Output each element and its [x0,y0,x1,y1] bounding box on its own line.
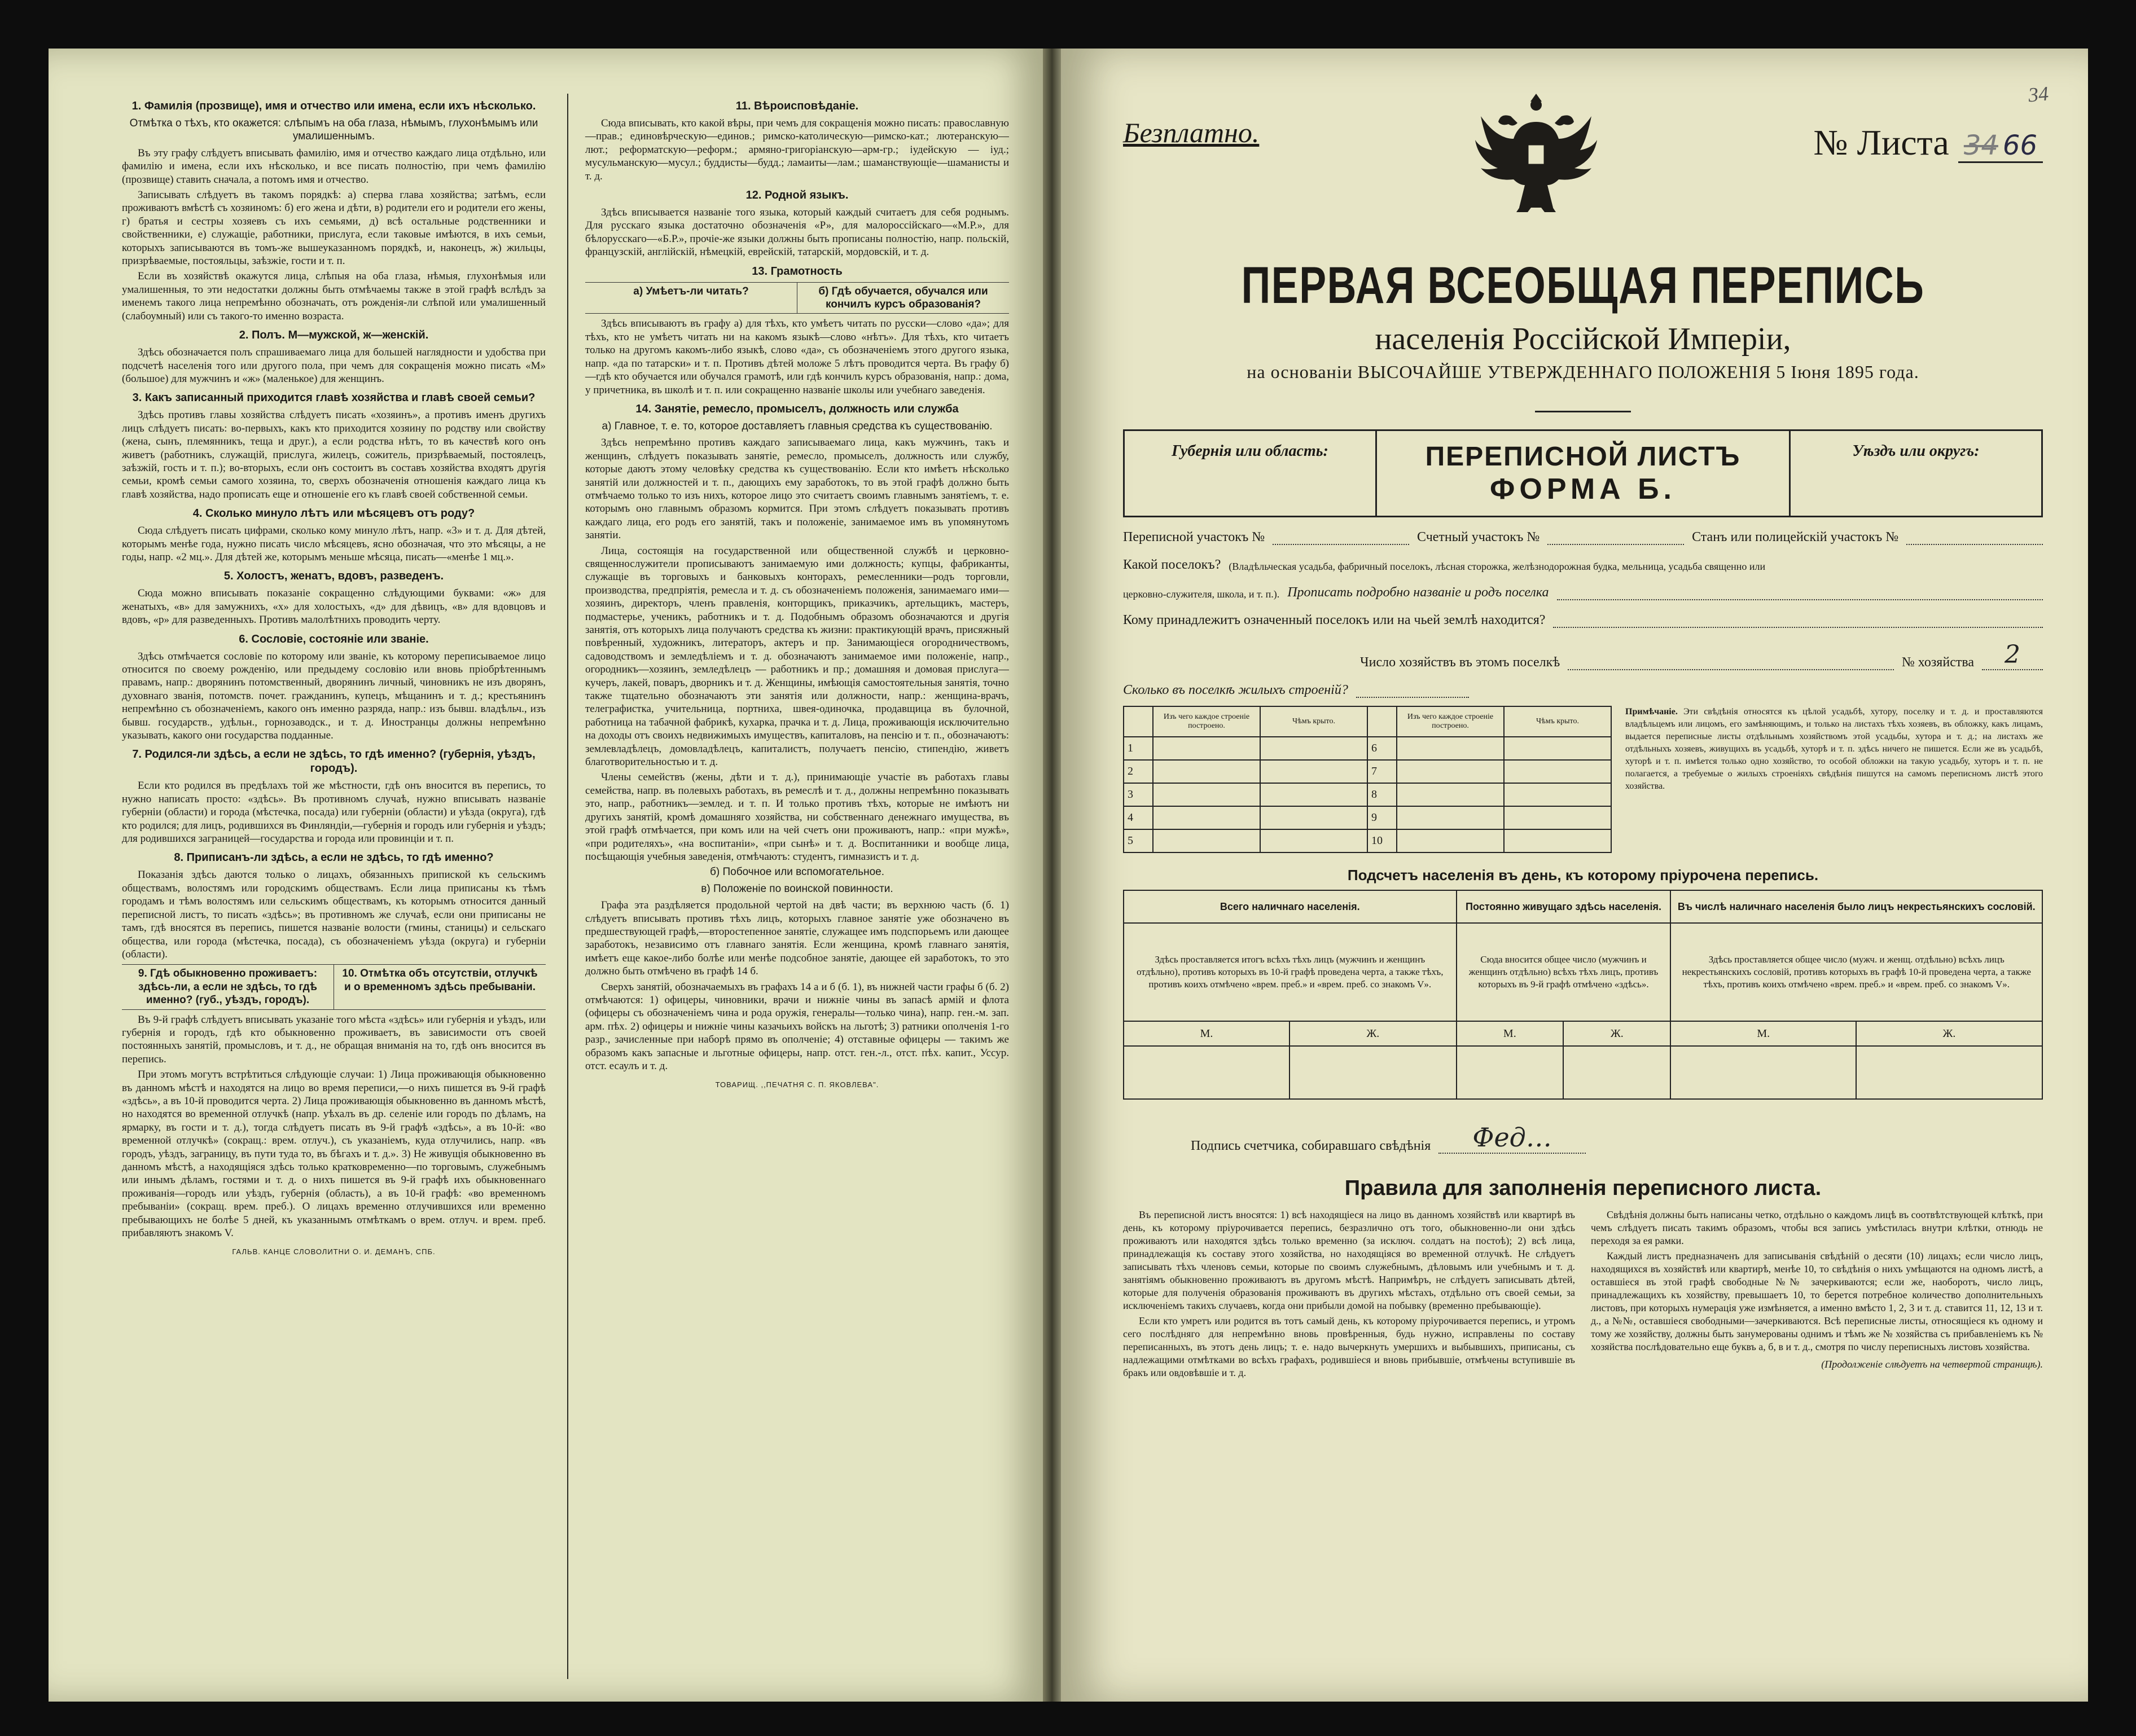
count-section-field[interactable] [1547,543,1684,545]
sheet-number-value [1958,130,2043,163]
count-section-label: Счетный участокъ № [1417,530,1540,544]
section-9-paragraph: При этомъ могутъ встрѣтиться слѣдующіе случаи: 1) Лица проживающія обыкновенно въ данномъ мѣстѣ и находятся на лицо во время переписи,—о нихъ пишется въ 9-й графѣ «здѣсь», а въ 10-й проводится черта. 2) Лица проживающія обыкновенно въ данномъ мѣстѣ, но находятся во временной отлучкѣ (напр. уѣхалъ въ др. селеніе или городъ по дѣламъ, на ярмарку, въ гости и т. д.), тогда слѣдуетъ писать въ 9-й графѣ «здѣсь», а въ 10-й: «во временной отлучкѣ» (сокращ.: врем. отлуч.), съ указаніемъ, куда отлучились, напр. «въ городъ, уѣздъ, заграницу, въ пути туда то, въ бѣгахъ и т. д.». 3) Не живущія обыкновенно въ данномъ мѣстѣ, а находящіяся здѣсь только кратковременно—по торговымъ, служебнымъ или инымъ дѣламъ, гостями и т. д. о нихъ пишется въ 9-й графѣ ихъ обыкновеннаго проживанія—городъ или уѣздъ, губернія (область), а въ 10-й графѣ: «во временномъ пребываніи» (сокращ. врем. преб.). О лицахъ временно отлучившихся или временно пребывающихъ не болѣе 5 дней, къ указаннымъ отмѣткамъ о врем. отлуч. и врем. преб. прибавляютъ знакомъ V. [122,1069,546,1240]
material-cell[interactable] [1153,760,1260,783]
rules-paragraph: Каждый листъ предназначенъ для записыванія свѣдѣній о десяти (10) лицахъ; если число лицъ, находящихся въ хозяйствѣ или квартирѣ, менѣе 10, то свѣдѣнія о нихъ умѣщаются на одномъ листѣ, а оставшіеся въ этой графѣ свободные №№ зачеркиваются; если же, наоборотъ, число лицъ, принадлежащихъ къ хозяйству, превышаетъ 10, то берется потребное количество дополнительныхъ листовъ, при которыхъ нумерація уже измѣняется, а именно вмѣсто 1, 2, 3 и т. д. ставится 11, 12, 13 и т. д., а №№, оставшіеся свободными—зачеркиваются. Всѣ переписные листы, относящіеся къ одному и тому же хозяйству, должны быть занумерованы однимъ и тѣмъ же № хозяйства съ прибавленіемъ къ № хозяйства послѣдовательно еще буквъ а, б, в и т. д., смотря по числу переписныхъ листовъ хозяйства. [1591,1250,2043,1352]
section-8-paragraph: Показанія здѣсь даются только о лицахъ, обязанныхъ припиской къ сельскимъ обществамъ, волостямъ или городскимъ обществамъ. Если лица приписаны къ тѣмъ городамъ и тѣмъ волостямъ или сельскимъ обществамъ, къ которымъ относится данный переписной листъ, то писать «здѣсь»; въ противномъ же случаѣ, если они приписаны не тамъ, гдѣ вносятся въ перепись, пишется названіе волости (гмины, станицы) и сельскаго общества, или города (мѣстечка, посада), съ обозначеніемъ уѣзда (округа) и губерніи (области). [122,869,546,960]
roof-cell[interactable] [1260,760,1367,783]
census-main-title: ПЕРВАЯ ВСЕОБЩАЯ ПЕРЕПИСЬ [1241,257,1925,314]
census-section-label: Переписной участокъ № [1123,530,1265,544]
section-1-paragraph: Въ эту графу слѣдуетъ вписывать фамилію, имя и отчество каждаго лица отдѣльно, или фамилію и имена, если ихъ нѣсколько, и все писать полностію, при чемъ фамилію (прозвище) ставить сначала, а потомъ имя и отчество. [122,147,546,186]
left-column-1 [122,94,546,1679]
male-header: М. [1124,1021,1290,1046]
roof-cell[interactable] [1504,829,1611,852]
land-owner-question: Кому принадлежитъ означенный поселокъ или на чьей землѣ находится? [1123,613,1546,627]
rules-paragraph: Свѣдѣнія должны быть написаны четко, отдѣльно о каждомъ лицѣ въ соотвѣтствующей клѣткѣ, при чемъ слѣдуетъ писать такимъ образомъ, чтобы вся запись умѣстилась внутри клѣтки, отнюдь не переходя за ея рамки. [1591,1209,2043,1246]
form-letter: ФОРМА Б. [1490,472,1676,506]
section-13-a: а) Умѣетъ-ли читать? [633,285,749,297]
male-count-cell[interactable] [1670,1046,1856,1099]
section-13-header [585,282,1009,314]
households-field[interactable] [1568,669,1894,670]
rules-paragraph: Если кто умретъ или родится въ тотъ самый день, къ которому пріурочивается перепись, и утромъ сего послѣдняго для непремѣнно вновь провѣренныя, будь нужно, исправлены по составу переписанныхъ, въ этотъ день лицъ; т. е. надо вычеркнуть умершихъ и выбывшихъ, приписаны, съ надлежащими отмѣтками во всѣхъ графахъ, родившіеся и вновь прибывшіе, отмѣчены вступившіе въ бракъ или овдовѣвшіе и т. д. [1123,1315,1575,1378]
section-12-paragraph: Здѣсь вписывается названіе того языка, который каждый считаетъ для себя роднымъ. Для русскаго языка достаточно обозначенія «Р», для малороссійскаго—«М.Р.», для бѣлорусскаго—«Б.Р.», прочіе-же языки должны быть прописаны полностію, напр. польскій, французскій, англійскій, нѣмецкій, еврейскій, татарскій, мордовскій, и т. д. [585,206,1009,258]
double-headed-eagle-icon [1471,82,1601,218]
section-7-title: 7. Родился-ли здѣсь, а если не здѣсь, то гдѣ именно? (губернія, уѣздъ, городъ). [132,748,536,775]
female-count-cell[interactable] [1290,1046,1456,1099]
section-8-title: 8. Приписанъ-ли здѣсь, а если не здѣсь, то гдѣ именно? [174,851,494,864]
buildings-line [1123,683,2043,698]
settlement-hint: (Владѣльческая усадьба, фабричный поселокъ, лѣсная сторожка, желѣзнодорожная будка, мельница, усадьба священно или [1229,561,1766,572]
section-14-paragraph: Члены семействъ (жены, дѣти и т. д.), принимающіе участіе въ работахъ главы семейства, напр. въ полевыхъ работахъ, въ ремеслѣ и т. д., должны непремѣнно показывать это, напр., работникъ—землед. и т. п. И только противъ тѣхъ, которые не имѣютъ ни другихъ занятій, кромѣ домашняго хозяйства, ни собственнаго денежнаго имущества, въ этой графѣ отмѣчается, при комъ или на чей счетъ они проживаютъ, напр.: «при мужѣ», «при родителяхъ», «на воспитаніи», «при сынѣ» и т. д. Воспитанники и вообще лица, посѣщающія учебныя заведенія, отмѣчаютъ: студентъ, гимназистъ и т. д. [585,771,1009,863]
section-5-title: 5. Холостъ, женатъ, вдовъ, разведенъ. [223,570,444,583]
table-row [1124,737,1611,760]
table-row [1124,760,1611,783]
table-row [1124,829,1611,852]
section-9-title: 9. Гдѣ обыкновенно проживаетъ: здѣсь-ли, а если не здѣсь, то гдѣ именно? (губ., уѣздъ, городъ). [138,968,318,1007]
section-11-title: 11. Вѣроисповѣданіе. [735,100,859,112]
left-page [49,49,1043,1702]
settlement-question: Какой поселокъ? [1123,557,1221,572]
settlement-name-field[interactable] [1557,599,2043,600]
table-row [1124,806,1611,829]
male-header: М. [1457,1021,1564,1046]
section-14-paragraph: Здѣсь непремѣнно противъ каждаго записываемаго лица, какъ мужчинъ, такъ и женщинъ, слѣдуетъ показывать занятіе, ремесло, промыселъ, должность или службу, которые даютъ этому человѣку средства къ существованію. Если кто имѣетъ нѣсколько занятій или должностей и т. п., дающихъ ему заработокъ, то въ этой графѣ должно быть отмѣчаемо только то изъ нихъ, которое лицо это считаетъ своимъ главнымъ занятіемъ, т. е. которымъ оно главнымъ образомъ кормится. При этомъ слѣдуетъ показывать противъ каждаго лица, его родъ его занятій, такъ и положеніе, занимаемое имъ въ упомянутомъ занятіи. [585,437,1009,542]
households-label: Число хозяйствъ въ этомъ поселкѣ [1360,655,1560,670]
female-count-cell[interactable] [1563,1046,1670,1099]
section-6-paragraph: Здѣсь отмѣчается сословіе по которому или званіе, къ которому переписываемое лицо относится по своему рожденію, или предыдему сословію или вновь пріобрѣтеннымъ правамъ, напр.: дворянинъ потомственный, дворянинъ личный, чиновникъ не изъ дворянъ, духовнаго званія, потомств. почет. гражданинъ, купецъ, мѣщанинъ и т. д.; крестьянинъ непремѣнно съ обозначеніемъ, какого онъ именно разряда, напр.: изъ бывш. владѣльч., изъ бывш. государств., удѣльн., горнозаводск., и т. д. Иностранцы должны непремѣнно указывать, какого они государства подданные. [122,650,546,742]
material-cell[interactable] [1397,829,1504,852]
census-subtitle: населенія Россійской Имперіи, [1375,322,1791,357]
permanent-population-instructions: Сюда вносится общее число (мужчинъ и женщинъ отдѣльно) всѣхъ тѣхъ лицъ, противъ которыхъ въ 9-й графѣ отмѣчено «здѣсь». [1457,923,1671,1021]
households-line [1360,640,2043,670]
rules-paragraph: Въ переписной листъ вносятся: 1) всѣ находящіеся на лицо въ данномъ хозяйствѣ или квартирѣ въ день, къ которому пріурочивается перепись, безразлично отъ того, обыкновенно-ли они здѣсь проживаютъ или находятся здѣсь только временно (за исключ. солдатъ на постоѣ); 2) всѣ лица, принадлежащія къ составу этого хозяйства, но находящіяся во временной отлучкѣ. Не слѣдуетъ записывать тѣхъ членовъ семьи, которые по своимъ служебнымъ, дѣловымъ или учебнымъ и т. д. занятіямъ обыкновенно проживаютъ въ другомъ мѣстѣ. Напримѣръ, не слѣдуетъ записывать дѣтей, которые для полученія образованія проживаютъ въ другихъ мѣстахъ, отдѣльно отъ своей семьи, за исключеніемъ такихъ случаевъ, когда они прибыли домой на побывку (временно пребывающіе). [1123,1209,1575,1311]
sheet-number-label: № Листа [1813,122,1949,162]
right-page [1061,49,2088,1702]
sheet-number-old: 34 [1963,130,1998,161]
district-field[interactable] [1791,431,2041,516]
police-section-label: Станъ или полицейскій участокъ № [1692,530,1899,544]
buildings-roof-header: Чѣмъ крыто. [1504,706,1611,737]
signature-label: Подпись счетчика, собиравшаго свѣдѣнія [1191,1139,1431,1153]
male-count-cell[interactable] [1457,1046,1564,1099]
free-of-charge-label: Безплатно. [1123,117,1260,148]
section-5-paragraph: Сюда можно вписывать показаніе сокращенно слѣдующими буквами: «ж» для женатыхъ, «в» для замужнихъ, «х» для холостыхъ, «д» для дѣвицъ, «в» для вдовцовъ и вдовъ, «р» для разведенныхъ. Противъ малолѣтнихъ проводить черту. [122,587,546,626]
present-population-instructions: Здѣсь проставляется итогъ всѣхъ тѣхъ лицъ (мужчинъ и женщинъ отдѣльно), противъ которыхъ въ 10-й графѣ проведена черта, а также тѣхъ, противъ коихъ отмѣчено «врем. преб.» и «врем. преб. со знакомъ V». [1124,923,1457,1021]
section-2-title: 2. Полъ. М—мужской, ж—женскій. [239,329,429,342]
row-number: 5 [1124,829,1153,852]
non-peasant-instructions: Здѣсь проставляется общее число (мужч. и женщ. отдѣльно) всѣхъ лицъ некрестьянскихъ сословій, противъ которыхъ въ графѣ 10-й проведена черта, а также тѣхъ, противъ коихъ отмѣчено «врем. преб.» и «врем. преб. со знакомъ V». [1670,923,2042,1021]
sheet-number-new: 66 [2002,130,2037,161]
province-field[interactable] [1125,431,1375,516]
material-cell[interactable] [1153,783,1260,806]
present-population-header: Всего наличнаго населенія. [1124,890,1457,923]
left-column-2 [567,94,1009,1679]
province-label: Губернія или область: [1172,442,1328,460]
material-cell[interactable] [1397,760,1504,783]
land-owner-line [1123,613,2043,628]
district-label: Уѣздъ или округъ: [1852,442,1980,460]
roof-cell[interactable] [1260,737,1367,760]
header-row [1123,99,2043,240]
male-header: М. [1670,1021,1856,1046]
female-header: Ж. [1290,1021,1456,1046]
household-number-label: № хозяйства [1901,655,1974,670]
section-7-paragraph: Если кто родился въ предѣлахъ той же мѣстности, гдѣ онъ вносится въ перепись, то нужно написать просто: «здѣсь». Въ противномъ случаѣ, нужно вписывать названіе губерніи (области) и города (мѣстечка, посада) или губерніи (области) и уѣзда (округа), гдѣ кто родился; для лицъ, родившихся въ Финляндіи,—губернія и городъ или губернія и уѣздъ; для родившихся заграницей—государства и города или провинціи и т. п. [122,780,546,845]
section-13-paragraph: Здѣсь вписываютъ въ графу а) для тѣхъ, кто умѣетъ читать по русски—слово «да»; для тѣхъ, кто не умѣетъ читать ни на какомъ языкѣ—слово «нѣтъ». Для тѣхъ, кто читаетъ только на другомъ какомъ-либо языкѣ, слово «да», съ обозначеніемъ этого другого языка, напр. «да по татарски» и т. п. Противъ дѣтей моложе 5 лѣтъ проводится черта. Въ графу б)—гдѣ кто обучается или обучался грамотѣ, или гдѣ кончилъ курсъ образованія, напр.: дома, у причетника, въ школѣ и т. п. или сокращенно названіе школы или учебнаго заведенія. [585,318,1009,396]
female-header: Ж. [1856,1021,2042,1046]
sheet-number-field [1814,122,2043,164]
section-6-title: 6. Сословіе, состояніе или званіе. [239,632,429,645]
row-number: 8 [1367,783,1397,806]
male-count-cell[interactable] [1124,1046,1290,1099]
buildings-question: Сколько въ поселкѣ жилыхъ строеній? [1123,683,1348,697]
material-cell[interactable] [1397,737,1504,760]
census-legal-basis: на основаніи ВЫСОЧАЙШЕ УТВЕРЖДЕННАГО ПОЛОЖЕНІЯ 5 Іюня 1895 года. [1247,362,1919,382]
rules-columns [1123,1208,2043,1382]
row-number: 7 [1367,760,1397,783]
section-1-title: 1. Фамилія (прозвище), имя и отчество или имена, если ихъ нѣсколько. [131,100,536,112]
row-number: 2 [1124,760,1153,783]
buildings-num-header [1124,706,1153,737]
left-footer-printer: ТОВАРИЩ. ,,ПЕЧАТНЯ С. П. ЯКОВЛЕВА". [715,1080,879,1089]
section-12-title: 12. Родной языкъ. [745,189,849,202]
roof-cell[interactable] [1260,829,1367,852]
section-9-paragraph: Въ 9-й графѣ слѣдуетъ вписывать указаніе того мѣста «здѣсь» или губернія и уѣздъ, или губернія и городъ, гдѣ кто обыкновенно проживаетъ, въ зависимости отъ своей постоянныхъ занятій, промысловъ, и т. д., не обращая вниманія на то, гдѣ онъ вносится въ перепись. [122,1013,546,1065]
police-section-field[interactable] [1906,543,2043,545]
section-11-paragraph: Сюда вписывать, кто какой вѣры, при чемъ для сокращенія можно писать: православную—прав.; единовѣрческую—единов.; римско-католическую—римско-кат.; лютеранскую—лют.; реформатскую—реформ.; армяно-григоріанскую—арм-гр.; іудейскую — іуд.; мусульманскую—мусул.; буддисты—будд.; ламаиты—лам.; шаманствующіе—шаманисты и т. д. [585,117,1009,182]
buildings-table [1123,706,1612,853]
section-1-paragraph: Если въ хозяйствѣ окажутся лица, слѣпыя на оба глаза, нѣмыя, глухонѣмыя или умалишенныя, то эти недостатки должны быть отмѣчаемы также в этой графѣ вслѣдъ за именемъ такого лица непремѣнно обозначать, отъ рожденія-ли слѣпой или умалишенный (слабоумный) или съ такого-то именно возраста. [122,270,546,322]
population-count-table [1123,890,2043,1100]
section-13-b: б) Гдѣ обучается, обучался или кончилъ курсъ образованія? [797,283,1009,314]
buildings-material-header: Изъ чего каждое строеніе построено. [1397,706,1504,737]
section-14-paragraph: Сверхъ занятій, обозначаемыхъ въ графахъ 14 а и б (б. 1), въ нижней части графы б (б. 2) отмѣчаются: 1) офицеры, чиновники, врачи и нижніе чины въ запасѣ армій и флота (офицеры съ обозначеніемъ чина и рода оружія, генералы—только чина), напр. ген.-м. зап. арм. пѣх. 2) офицеры и нижніе чины казачьихъ войскъ на льготѣ; 3) ратники ополченія 1-го разр., зачисленные при наборѣ прямо въ ополченіе; 4) отставные офицеры — такимъ же образомъ какъ запасные и льготные офицеры, напр. отст. ген.-л., отст. пѣх. капит., Уссур. отст. есаулъ и т. д. [585,981,1009,1072]
enumerator-signature[interactable]: Фед… [1438,1122,1586,1154]
form-header-box [1123,429,2043,517]
note-label: Примѣчаніе. [1625,707,1678,717]
row-number: 6 [1367,737,1397,760]
note-text: Эти свѣдѣнія относятся къ цѣлой усадьбѣ, хутору, поселку и т. д. и проставляются владѣльцемъ или лицомъ, его замѣняющимъ, и только на листахъ тѣхъ хозяевъ, въ обложку, какъ лицамъ, выдается переписные листы отдѣльнымъ хозяйствомъ этой усадьбы, хутора и т. д.; на листахъ же отдѣльныхъ хозяевъ, живущихъ въ усадьбѣ, хуторѣ и т. п. здѣсь ничего не пишется. Если же въ усадьбѣ, хуторѣ и т. п. имѣется только одно хозяйство, то особой обложки на такую усадьбу, хуторъ и т. п. не полагается, а требуемые о жилыхъ строеніяхъ свѣдѣнія пишутся на самомъ переписномъ листѣ этого хозяйства. [1625,707,2043,791]
left-footer-imprint: ГАЛЬВ. КАНЦЕ СЛОВОЛИТНИ О. И. ДЕМАНЪ, СПБ. [232,1247,436,1256]
section-10-title: 10. Отмѣтка объ отсутствіи, отлучкѣ и о временномъ здѣсь пребываніи. [334,965,546,1009]
section-13-title: 13. Грамотность [752,265,843,278]
material-cell[interactable] [1153,806,1260,829]
corner-pencil-note: 34 [2027,82,2050,107]
non-peasant-header: Въ числѣ наличнаго населенія было лицъ некрестьянскихъ сословій. [1670,890,2042,923]
settlement-line-2 [1123,585,2043,600]
permanent-population-header: Постоянно живущаго здѣсь населенія. [1457,890,1671,923]
section-9-10-header [122,964,546,1009]
book-gutter [1043,49,1061,1702]
roof-cell[interactable] [1504,760,1611,783]
section-1-paragraph: Записывать слѣдуетъ въ такомъ порядкѣ: а) сперва глава хозяйства; затѣмъ, если проживаютъ вмѣстѣ съ хозяиномъ: б) его жена и дѣти, в) родители его и родители его жены, г) братья и сестры хозяевъ съ ихъ семьями, д) всѣ остальные родственники и свойственники, е) служащіе, работники, прислуга, если таковые имѣются, в ихъ семьи, которыхъ записываются въ томъ-же вышеуказанномъ порядкѣ, и, наконецъ, ж) жильцы, призрѣваемые, постояльцы, заѣзжіе, гости и т. п. [122,189,546,267]
census-section-field[interactable] [1273,543,1409,545]
section-14-paragraph: Лица, состоящія на государственной или общественной службѣ и церковно-священнослужители прописываютъ занимаемую ими должность; купцы, фабриканты, служащіе въ торговыхъ и банковыхъ конторахъ, ремесленники—родъ торговли, производства, предпріятія, ремесла и т. д. съ обозначеніемъ положенія, занимаемаго ими—хозяинъ, директоръ, членъ правленія, конторщикъ, приказчикъ, артельщикъ, мастеръ, подмастерье, ученикъ, работникъ и т. д. Подобнымъ образомъ обозначаются и другія занятія, отъ которыхъ лица получаютъ средства къ жизни: практикующій врачъ, присяжный повѣренный, художникъ, литераторъ, актеръ и пр. Занимающіеся огородничествомъ, садоводствомъ и земледѣліемъ и т. д. обозначаютъ занимаемое ими положеніе, напр., огородникъ—хозяинъ, земледѣлецъ — работникъ и пр.; домашняя и домовая прислуга—кучеръ, лакей, поваръ, дворникъ и т. д. Женщины, имѣющія самостоятельныя занятія, точно также тщательно обозначаютъ эти занятія или должности, напр.: женщина-врачъ, телеграфистка, учительница, портниха, швея-одиночка, продавщица въ булочной, работница на табачной фабрикѣ, кухарка, прачка и т. д. Лица, проживающія исключительно на доходы отъ своихъ недвижимыхъ имуществъ, капиталовъ, на пенсію и т. п., обозначаютъ: землевладѣлецъ, домовладѣлецъ, капиталистъ, получаетъ пенсію, стипендію, живетъ благотворительностью и т. д. [585,544,1009,768]
roof-cell[interactable] [1504,783,1611,806]
material-cell[interactable] [1153,829,1260,852]
settlement-line [1123,557,2043,573]
buildings-section [1123,706,2043,853]
row-number: 9 [1367,806,1397,829]
rules-left-column [1123,1208,1575,1382]
buildings-field[interactable] [1356,696,1469,698]
buildings-num-header [1367,706,1397,737]
table-row [1124,783,1611,806]
section-14-b: б) Побочное или вспомогательное. [710,866,884,878]
household-number-value: 2 [1982,640,2043,670]
section-2-paragraph: Здѣсь обозначается полъ спрашиваемаго лица для большей наглядности и удобства при подсчетѣ населенія того или другого пола, при чемъ для сокращенія можно писать «М» (большое) для мужчинъ и «ж» (маленькое) для женщинъ. [122,346,546,385]
roof-cell[interactable] [1504,806,1611,829]
section-14-title: 14. Занятіе, ремесло, промыселъ, должность или служба [635,402,959,415]
material-cell[interactable] [1397,806,1504,829]
row-number: 4 [1124,806,1153,829]
buildings-roof-header: Чѣмъ крыто. [1260,706,1367,737]
roof-cell[interactable] [1504,737,1611,760]
female-count-cell[interactable] [1856,1046,2042,1099]
row-number: 1 [1124,737,1153,760]
section-4-title: 4. Сколько минуло лѣтъ или мѣсяцевъ отъ роду? [192,507,475,520]
land-owner-field[interactable] [1553,626,2043,628]
section-14-a: а) Главное, т. е. то, которое доставляетъ главныя средства къ существованію. [602,420,993,432]
section-3-title: 3. Какъ записанный приходится главѣ хозяйства и главѣ своей семьи? [132,392,536,405]
rules-title: Правила для заполненія переписного листа. [1344,1176,1822,1200]
material-cell[interactable] [1397,783,1504,806]
section-3-paragraph: Здѣсь противъ главы хозяйства слѣдуетъ писать «хозяинъ», а противъ именъ другихъ лицъ слѣдуетъ писать: во-первыхъ, какъ кто приходится хозяину по родству или свойству (жена, сынъ, племянникъ, теща и друг.), а если родства нѣтъ, то въ качествѣ кого онъ живетъ (работникъ, служащій, прислуга, жилецъ, сожитель, призрѣваемый, постоялецъ, заѣзжій, гость и т. п.); во-вторыхъ, если онъ состоитъ въ составъ хозяйства входятъ другія семьи, кромѣ семьи самого хозяина, то, сверхъ обозначенія отношенія каждаго лица къ главѣ хозяйства, надо прописать еще и отношеніе его къ главѣ своей собственной семьи. [122,409,546,500]
continued-note: (Продолженіе слѣдуетъ на четвертой страницѣ). [1821,1359,2043,1370]
row-number: 10 [1367,829,1397,852]
rules-right-column [1591,1208,2043,1382]
buildings-material-header: Изъ чего каждое строеніе построено. [1153,706,1260,737]
sections-line [1123,530,2043,545]
divider [1535,411,1631,412]
population-count-title: Подсчетъ населенія въ день, къ которому пріурочена перепись. [1347,867,1819,884]
female-header: Ж. [1563,1021,1670,1046]
census-sheet-title: ПЕРЕПИСНОЙ ЛИСТЪ [1425,441,1741,472]
form-title-block [1375,431,1791,516]
roof-cell[interactable] [1260,806,1367,829]
section-14-paragraph: Графа эта раздѣляется продольной чертой на двѣ части; въ верхнюю часть (б. 1) слѣдуетъ вписывать противъ тѣхъ лицъ, которыхъ главное занятіе уже обозначено въ предшествующей графѣ,—второстепенное занятіе, служащее имъ подспорьемъ или дающее заработокъ, независимо отъ главнаго занятія. Если женщина, кромѣ главнаго занятія, имѣетъ еще какое-либо болѣе или менѣе подсобное занятіе, дающее ей заработокъ, то это должно быть отмѣчено въ графѣ 14 б. [585,899,1009,978]
row-number: 3 [1124,783,1153,806]
material-cell[interactable] [1153,737,1260,760]
settlement-hint-2: церковно-служителя, школа, и т. п.). [1123,588,1280,600]
section-4-paragraph: Сюда слѣдуетъ писать цифрами, сколько кому минуло лѣтъ, напр. «3» и т. д. Для дѣтей, которымъ менѣе года, нужно писать число мѣсяцевъ, ясно обозначая, что это мѣсяцы, а не годы, напр. «2 мц.». Для дѣтей же, которымъ меньше мѣсяца, писать—«менѣе 1 мц.». [122,525,546,563]
settlement-name-label: Прописать подробно названіе и родъ поселка [1287,585,1549,600]
roof-cell[interactable] [1260,783,1367,806]
section-14-v: в) Положеніе по воинской повинности. [701,882,893,895]
section-1-subtitle: Отмѣтка о тѣхъ, кто окажется: слѣпымъ на оба глаза, нѣмымъ, глухонѣмымъ или умалишеннымъ. [129,117,538,143]
enumerator-signature-line [1191,1122,2043,1154]
buildings-note [1625,706,2043,853]
